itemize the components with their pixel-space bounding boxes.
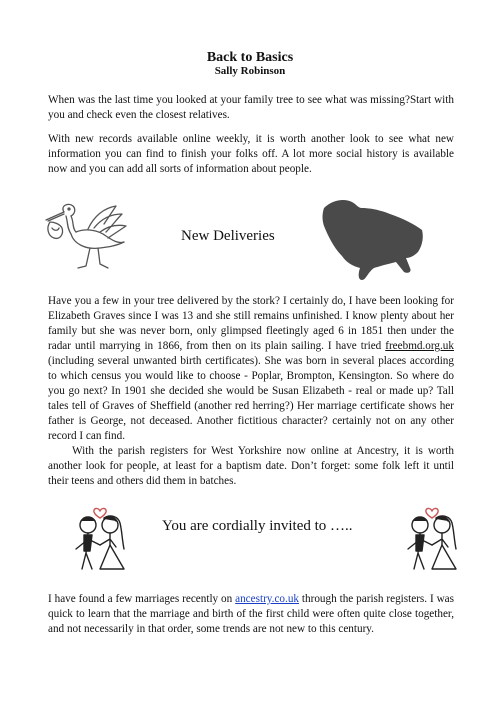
freebmd-reference[interactable]: freebmd.org.uk bbox=[385, 340, 454, 352]
kissing-couple-icon-left bbox=[66, 505, 142, 575]
intro-paragraph-1: When was the last time you looked at your family tree to see what was missing?Start with you and check even the closest relatives. bbox=[48, 94, 454, 121]
article-title: Back to Basics bbox=[206, 50, 294, 65]
cradle-silhouette-icon bbox=[318, 196, 428, 282]
section-heading-new-deliveries: New Deliveries bbox=[181, 228, 275, 244]
stork-carrying-baby-icon bbox=[42, 198, 132, 273]
article-author: Sally Robinson bbox=[214, 65, 286, 77]
section2-paragraph-1: I have found a few marriages recently on ancestry.co.uk through the parish registers. I was quick to learn that the marriage and birth of the first child were often quite close together, and not necessarily in that order, some trends are not new to this century. bbox=[48, 593, 454, 635]
section1-paragraph-2: With the parish registers for West Yorkshire now online at Ancestry, it is worth another look for people, at least for a baptism date. Don’t forget: some folk left it until their teens and others did them in batches. bbox=[48, 445, 454, 487]
intro-paragraph-2: With new records available online weekly, it is worth another look to see what new information you can find to finish your folks off. A lot more social history is available now and you can add all sorts of information about people. bbox=[48, 133, 454, 175]
ancestry-link[interactable]: ancestry.co.uk bbox=[235, 593, 300, 605]
section-heading-invited: You are cordially invited to ….. bbox=[162, 518, 353, 534]
section1-paragraph-1: Have you a few in your tree delivered by the stork? I certainly do, I have been looking for Elizabeth Graves since I was 13 and she still remains unfinished. I know plenty about her family but she was never born, only glimpsed fleetingly aged 6 in 1851 then under the radar until marrying in 1866, from then on its plain sailing. I have tried freebmd.org.uk (including several unwanted birth certificates). She was born in several places according to which census you would like to choose - Poplar, Brompton, Kensington. So where do you go next? In 1901 she decided she would be Susan Elizabeth - real or made up? Tall tales tell of Graves of Sheffield (another red herring?) Her marriage certificate shows her father is George, not deceased. Another fictitious character? certainly not on any other record I can find. bbox=[48, 295, 454, 442]
kissing-couple-icon-right bbox=[398, 505, 474, 575]
